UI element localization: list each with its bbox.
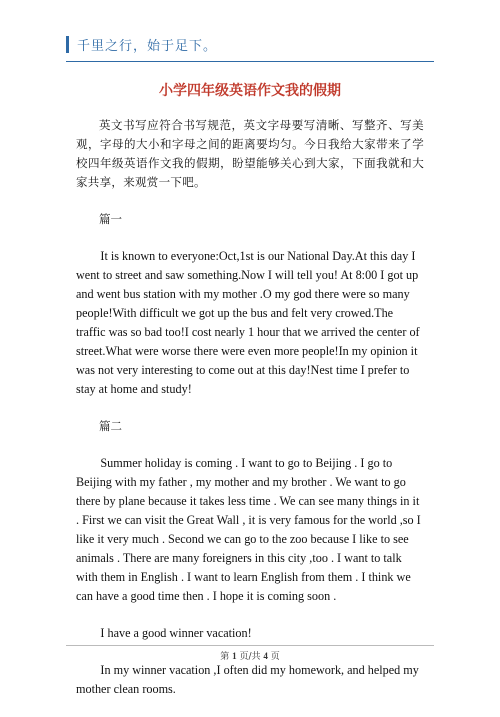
footer-page-number: 1 bbox=[232, 651, 237, 661]
footer-total-pages: 4 bbox=[263, 651, 268, 661]
section-2-paragraph-1: Summer holiday is coming . I want to go to Beijing . I go to Beijing with my father , my mother and my brother . We want to go there by plane because it takes less time . We can see many things in it . First we can visit the Great Wall , it is very famous for the world ,so I like it very much . Second we can go to the zoo because I like to see animals . There are many foreigners in this city ,too . I want to talk with them in English . I want to learn English from them . I think we can have a good time then . I hope it is coming soon . bbox=[76, 456, 421, 603]
section-heading-1: 篇一 bbox=[99, 212, 122, 226]
section-1-paragraph-1: It is known to everyone:Oct,1st is our National Day.At this day I went to street and saw something.Now I will tell you! At 8:00 I got up and went bus station with my mother .O my god there were so many people!With difficult we got up the bus and felt very crowed.The traffic was so bad too!I cost nearly 1 hour that we arrived the center of street.What were worse there were even more people!In my opinion it was not very interesting to come out at this day!Nest time I prefer to stay at home and study! bbox=[76, 249, 420, 396]
header-accent-bar bbox=[66, 36, 69, 53]
footer-suffix: 页 bbox=[270, 652, 280, 662]
footer-divider bbox=[66, 645, 434, 646]
header-divider bbox=[66, 61, 434, 62]
document-title: 小学四年级英语作文我的假期 bbox=[159, 83, 341, 99]
footer-prefix: 第 bbox=[220, 652, 230, 662]
section-2-paragraph-3: In my winner vacation ,I often did my homework, and helped my mother clean rooms. bbox=[76, 663, 419, 696]
page-footer bbox=[0, 649, 500, 662]
intro-paragraph: 英文书写应符合书写规范，英文字母要写清晰、写整齐、写美观，字母的大小和字母之间的距离要均匀。今日我给大家带来了学校四年级英语作文我的假期，盼望能够关心到大家，下面我就和大家共享，来观赏一下吧。 bbox=[76, 118, 424, 189]
section-heading-2: 篇二 bbox=[99, 419, 122, 433]
section-2-paragraph-2: I have a good winner vacation! bbox=[100, 626, 252, 640]
footer-middle: 页/共 bbox=[239, 652, 261, 662]
document-body bbox=[76, 116, 424, 717]
header-motto: 千里之行，始于足下。 bbox=[77, 39, 218, 54]
